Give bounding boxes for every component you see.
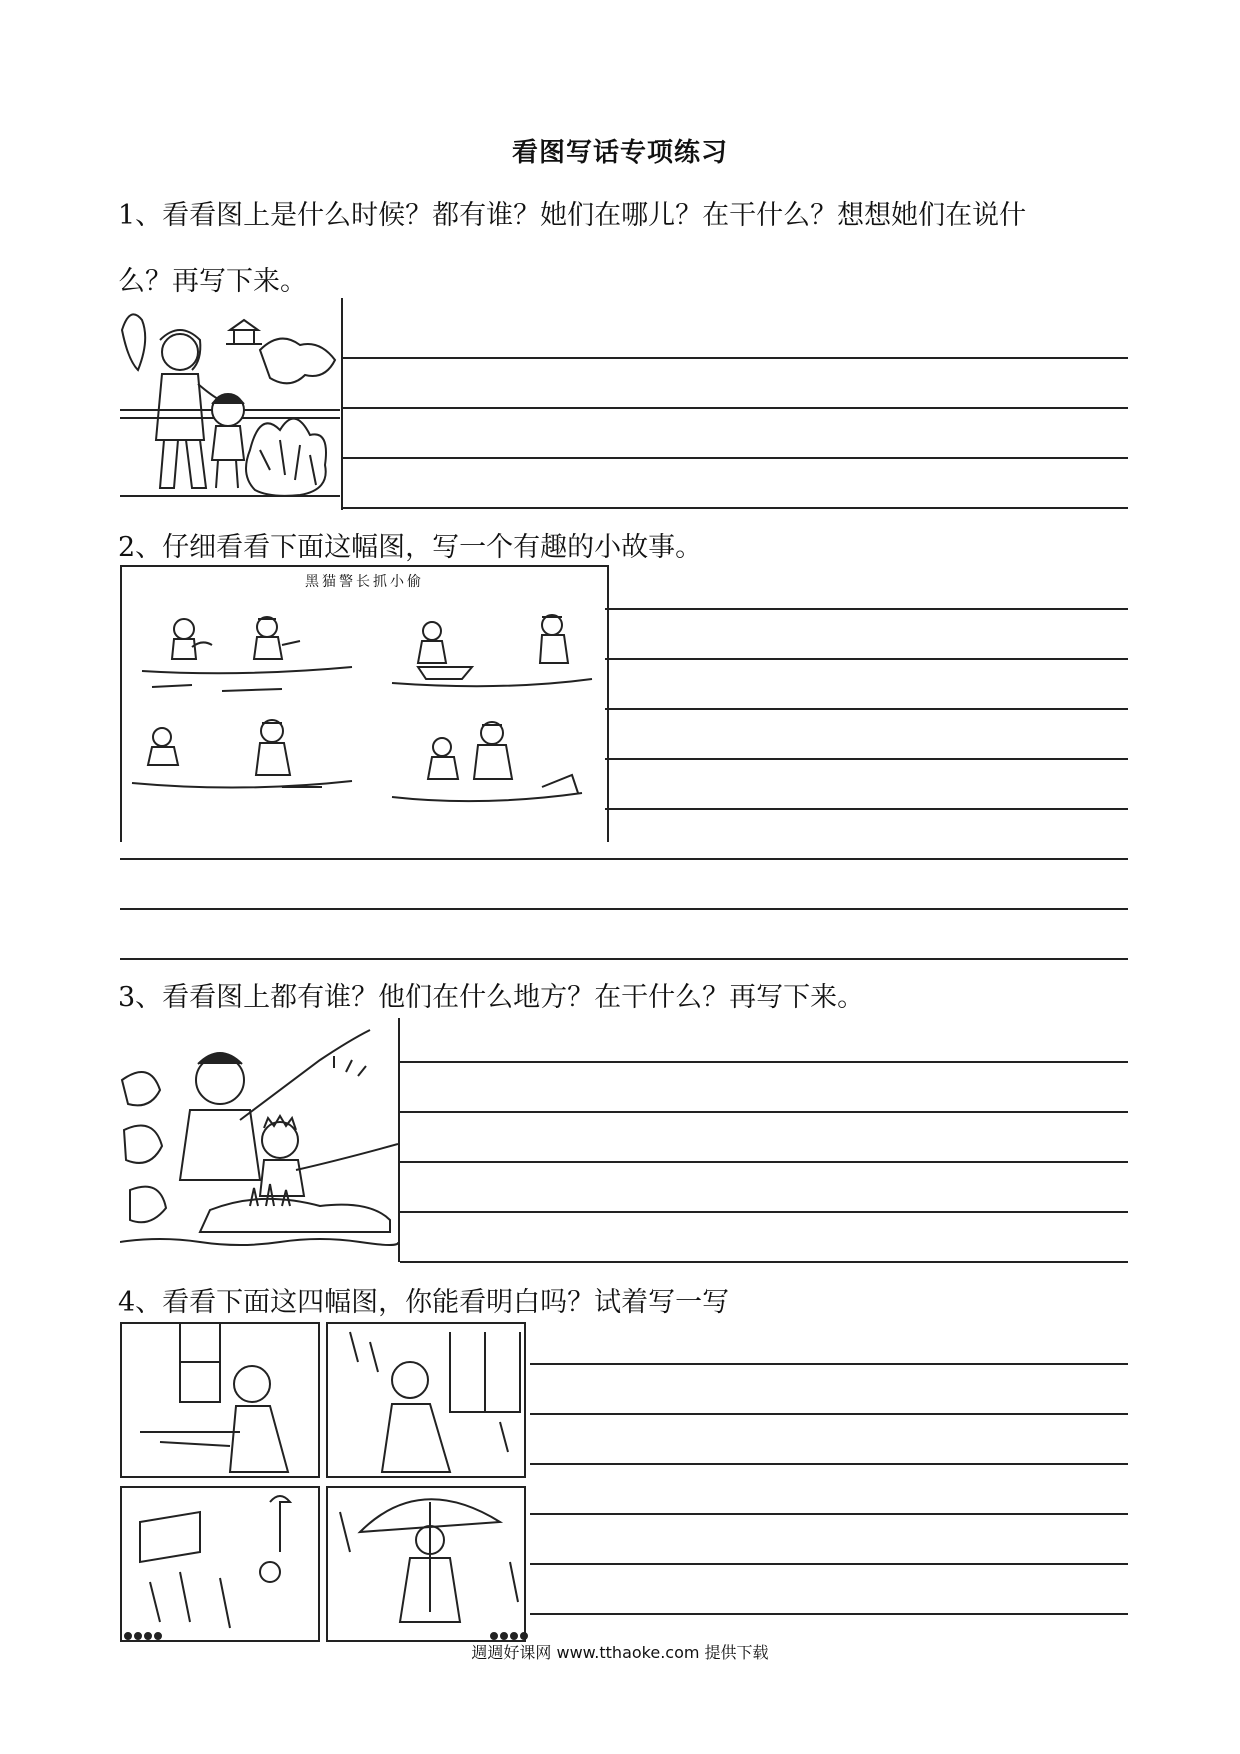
question-4-writing-line[interactable]	[530, 1513, 1128, 1515]
question-3-writing-line[interactable]	[400, 1261, 1128, 1263]
question-2-writing-line[interactable]	[605, 708, 1128, 710]
question-1-prompt-line2: 么？再写下来。	[118, 266, 307, 297]
question-3-writing-line[interactable]	[400, 1061, 1128, 1063]
question-4-writing-line[interactable]	[530, 1363, 1128, 1365]
question-3-writing-line[interactable]	[400, 1161, 1128, 1163]
question-4-prompt: 4、看看下面这四幅图，你能看明白吗？试着写一写	[118, 1287, 730, 1318]
question-1-writing-line[interactable]	[343, 407, 1128, 409]
question-1-illustration	[120, 300, 340, 500]
question-3-prompt: 3、看看图上都有谁？他们在什么地方？在干什么？再写下来。	[118, 982, 865, 1013]
question-1-divider	[341, 298, 343, 510]
question-4-writing-line[interactable]	[530, 1413, 1128, 1415]
question-2-writing-line[interactable]	[605, 758, 1128, 760]
question-2-picture-title: 黑猫警长抓小偷	[305, 574, 424, 590]
question-4-writing-line[interactable]	[530, 1613, 1128, 1615]
question-2-writing-line[interactable]	[120, 958, 1128, 960]
question-2-writing-line[interactable]	[605, 808, 1128, 810]
question-1-writing-line[interactable]	[343, 457, 1128, 459]
question-2-prompt: 2、仔细看看下面这幅图，写一个有趣的小故事。	[118, 532, 703, 563]
question-4-writing-line[interactable]	[530, 1463, 1128, 1465]
question-1-writing-line[interactable]	[343, 357, 1128, 359]
page-title: 看图写话专项练习	[511, 138, 728, 168]
question-2-writing-line[interactable]	[605, 658, 1128, 660]
question-3-divider	[398, 1018, 400, 1262]
question-2-illustration	[120, 565, 609, 842]
question-1-writing-line[interactable]	[343, 507, 1128, 509]
question-4-illustration	[120, 1322, 530, 1642]
footer-source: 週週好课网 www.tthaoke.com 提供下载	[471, 1643, 769, 1662]
question-3-writing-line[interactable]	[400, 1111, 1128, 1113]
question-3-writing-line[interactable]	[400, 1211, 1128, 1213]
question-1-prompt-line1: 1、看看图上是什么时候？都有谁？她们在哪儿？在干什么？想想她们在说什	[118, 200, 1027, 231]
question-3-illustration	[120, 1020, 398, 1260]
question-2-writing-line[interactable]	[605, 608, 1128, 610]
question-2-writing-line[interactable]	[120, 908, 1128, 910]
question-2-writing-line[interactable]	[120, 858, 1128, 860]
question-4-writing-line[interactable]	[530, 1563, 1128, 1565]
